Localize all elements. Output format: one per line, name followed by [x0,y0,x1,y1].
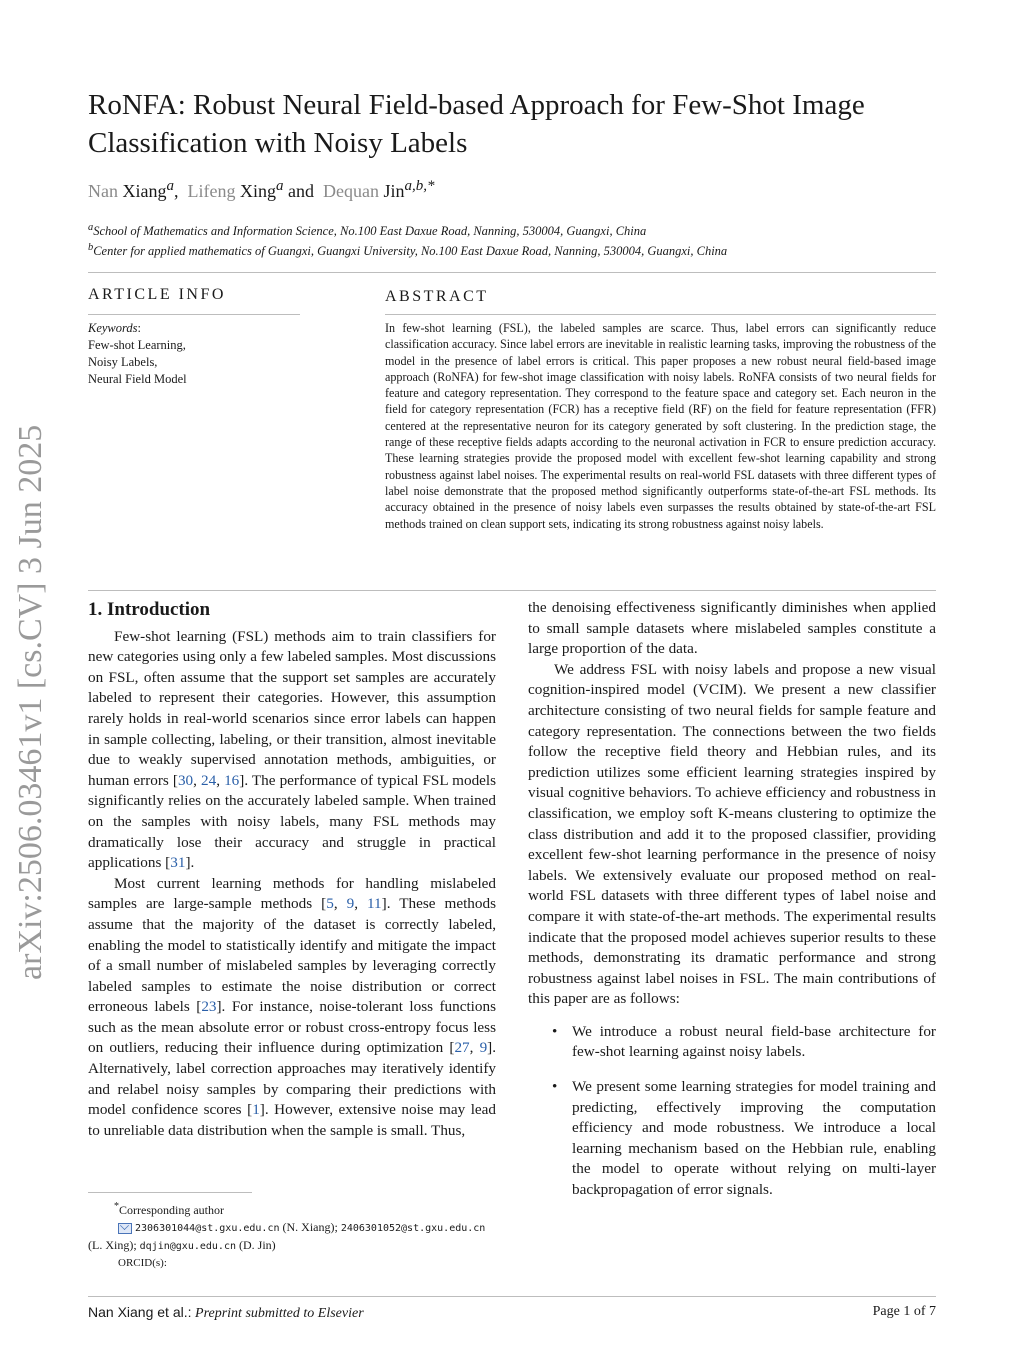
citation-link[interactable]: 24 [201,771,217,789]
keyword-item: Few-shot Learning, [88,338,186,352]
article-info-heading: ARTICLE INFO [88,286,226,303]
keywords-block: Keywords: Few-shot Learning, Noisy Labels, Neural Field Model [88,321,187,386]
author-first-name[interactable]: Nan [88,181,118,201]
right-column [528,598,936,1201]
mail-icon [118,1223,132,1234]
affiliation-a [88,222,646,239]
citation-link[interactable]: 27 [454,1039,470,1057]
arxiv-id: arXiv:2506.03461v1 [cs.CV] 3 Jun 2025 [12,424,49,980]
citation-link[interactable]: 9 [479,1039,488,1057]
keyword-item: Noisy Labels, [88,355,158,369]
footnote-divider [88,1192,252,1193]
keyword-item: Neural Field Model [88,372,187,386]
divider [385,314,936,315]
citation-link[interactable]: 1 [252,1101,260,1119]
author-last-name: Xiang [122,181,167,201]
footnote-mark: * [114,1201,119,1212]
paper-title: RoNFA: Robust Neural Field-based Approach for Few-Shot Image Classification with Noisy Labels [88,89,865,159]
citation-link[interactable]: 23 [201,998,217,1016]
author-first-name[interactable]: Dequan [322,181,379,201]
footnote-corresponding: Corresponding author [119,1203,224,1217]
author-sup: a [166,178,174,194]
intro-paragraph-2: Most current learning methods for handling mislabeled samples are large-sample methods [5, 9, 11]. These methods assume that the majority of the dataset is correctly labeled, enabling the model to statistically identify and mitigate the impact of a small number of mislabeled samples by leveraging correctly labeled samples to estimate the noise distribution or correct erroneous labels [23]. For instance, noise-tolerant loss functions such as the mean absolute error or robust cross-entropy focus less on outliers, reducing their influence during optimization [27, 9]. Alternatively, label correction approaches may iteratively identify and relabel noisy samples by comparing their predictions with model confidence scores [1]. However, extensive noise may lead to unreliable data distribution when the sample is small. Thus, [88,874,497,1139]
bullet-icon: • [552,1022,558,1040]
page-number: Page 1 of 7 [872,1304,936,1319]
email-link[interactable]: 2406301052@st.gxu.edu.cn [340,1223,486,1234]
author-last-name: Xing [239,181,276,201]
author-sup: a [275,178,284,194]
author-list [88,178,434,202]
affiliation-sup: b [88,242,94,253]
author-sep: , [174,181,179,201]
intro-paragraph-1: Few-shot learning (FSL) methods aim to train classifiers for new categories using only a few labeled samples. Most discussions on FSL, often assume that the support set samples are accurately labeled to represent their categories. However, this assumption rarely holds in real-world scenarios since error labels can happen in sample collecting, labeling, or their transition, almost inevitable due to weakly supervised annotation methods, ambiguities, or human errors [30, 24, 16]. The performance of typical FSL models significantly relies on the accurately labeled sample. When trained on the samples with noisy labels, many FSL methods may dramatically lose their accuracy and struggle in practical applications [31]. [88,627,497,872]
contribution-text: We introduce a robust neural field-base architecture for few-shot learning against noisy labels. [572,1022,936,1061]
email-link[interactable]: dqjin@gxu.edu.cn [139,1241,236,1252]
citation-link[interactable]: 9 [346,895,355,913]
author-first-name[interactable]: Lifeng [187,181,236,201]
divider [88,314,300,315]
divider [88,272,936,273]
abstract-text: In few-shot learning (FSL), the labeled samples are scarce. Thus, label errors can significantly reduce classification accuracy. Since label errors are inevitable in realistic learning tasks, improving the robustness of the model in the presence of label errors is critical. This paper proposes a new robust neural field-based image approach (RoNFA) for few-shot image classification with noisy labels. RoNFA consists of two neural fields for feature and category representation. They correspond to the feature space and category set. Each neuron in the field for category representation (FCR) has a receptive field (RF) on the field for feature representation (FFR) centered at the representative neuron for its category generated by soft clustering. In the prediction stage, the range of these receptive fields adapts according to the neuronal activation in FCR to ensure prediction accuracy. These learning strategies provide the proposed model with excellent few-shot learning capability and strong robustness against label noises. The experimental results on real-world FSL datasets with three different types of label noise demonstrate that the proposed method significantly outperforms state-of-the-art FSL methods. Its accuracy obtained in the presence of noisy labels even surpasses the results obtained by state-of-the-art FSL methods trained on clean support sets, indicating its strong robustness against noisy labels. [385,321,936,531]
affiliation-b [88,242,727,259]
footnote-name: (D. Jin) [238,1238,276,1252]
keywords-label: Keywords [88,321,138,335]
section-heading-introduction: 1. Introduction [88,599,211,620]
citation-link[interactable]: 5 [326,895,334,913]
left-column [88,600,496,1141]
affiliation-text: School of Mathematics and Information Science, No.100 East Daxue Road, Nanning, 530004, Guangxi, China [93,224,647,239]
footer-journal: Preprint submitted to Elsevier [195,1306,364,1321]
author-sup: a,b,* [404,178,435,194]
affiliation-text: Center for applied mathematics of Guangxi, Guangxi University, No.100 East Daxue Road, Nanning, 530004, Guangxi, China [93,244,728,259]
footer-authors: Nan Xiang et al.: [88,1304,192,1320]
citation-link[interactable]: 30 [177,771,194,789]
email-link[interactable]: 2306301044@st.gxu.edu.cn [135,1223,280,1234]
bullet-icon: • [552,1078,558,1096]
footnote-name: (N. Xiang); [282,1220,338,1234]
divider [88,590,936,591]
author-and: and [287,181,314,201]
intro-paragraph-3: We address FSL with noisy labels and propose a new visual cognition-inspired model (VCIM). We present a new classifier architecture consisting of two neural fields for sample feature and category representation. The connections between the two fields follow the receptive field theory and Hebbian rules, and its prediction utilizes some efficient learning strategies inspired by visual cognitive behaviors. To achieve efficiency and robustness in classification, we employ soft K-means clustering to optimize the class distribution and add it to the proposed classifier, providing excellent few-shot learning performance in the presence of noisy labels. We extensively evaluate our proposed method on real-world FSL datasets with three different types of label noise and compare it with state-of-the-art methods. The experimental results indicate that the proposed model achieves superior results to these methods, demonstrating its dramatic performance and strong robustness against label noises in FSL. The main contributions of this paper are as follows: [528,660,936,1008]
author-last-name: Jin [383,181,405,201]
footer-divider [88,1296,936,1297]
contribution-text: We present some learning strategies for model training and predicting, effectively improving the computation efficiency and mode robustness. We introduce a local learning mechanism based on the Hebbian rule, enabling the model to operate without relying on multi-layer backpropagation of error signals. [572,1078,936,1199]
footer-left [88,1304,364,1322]
contribution-item [528,1022,936,1063]
footnote [88,1198,496,1272]
affiliation-sup: a [88,222,94,233]
citation-link[interactable]: 31 [170,854,186,872]
intro-paragraph-continued: the denoising effectiveness significantly diminishes when applied to small sample datasets where mislabeled samples constitute a large proportion of the data. [528,599,936,658]
citation-link[interactable]: 16 [224,771,240,789]
footnote-name: (L. Xing); [88,1238,137,1252]
contribution-item [528,1077,936,1201]
abstract-heading: ABSTRACT [385,288,489,305]
orcid-label: ORCID(s): [118,1257,167,1269]
citation-link[interactable]: 11 [367,895,382,913]
